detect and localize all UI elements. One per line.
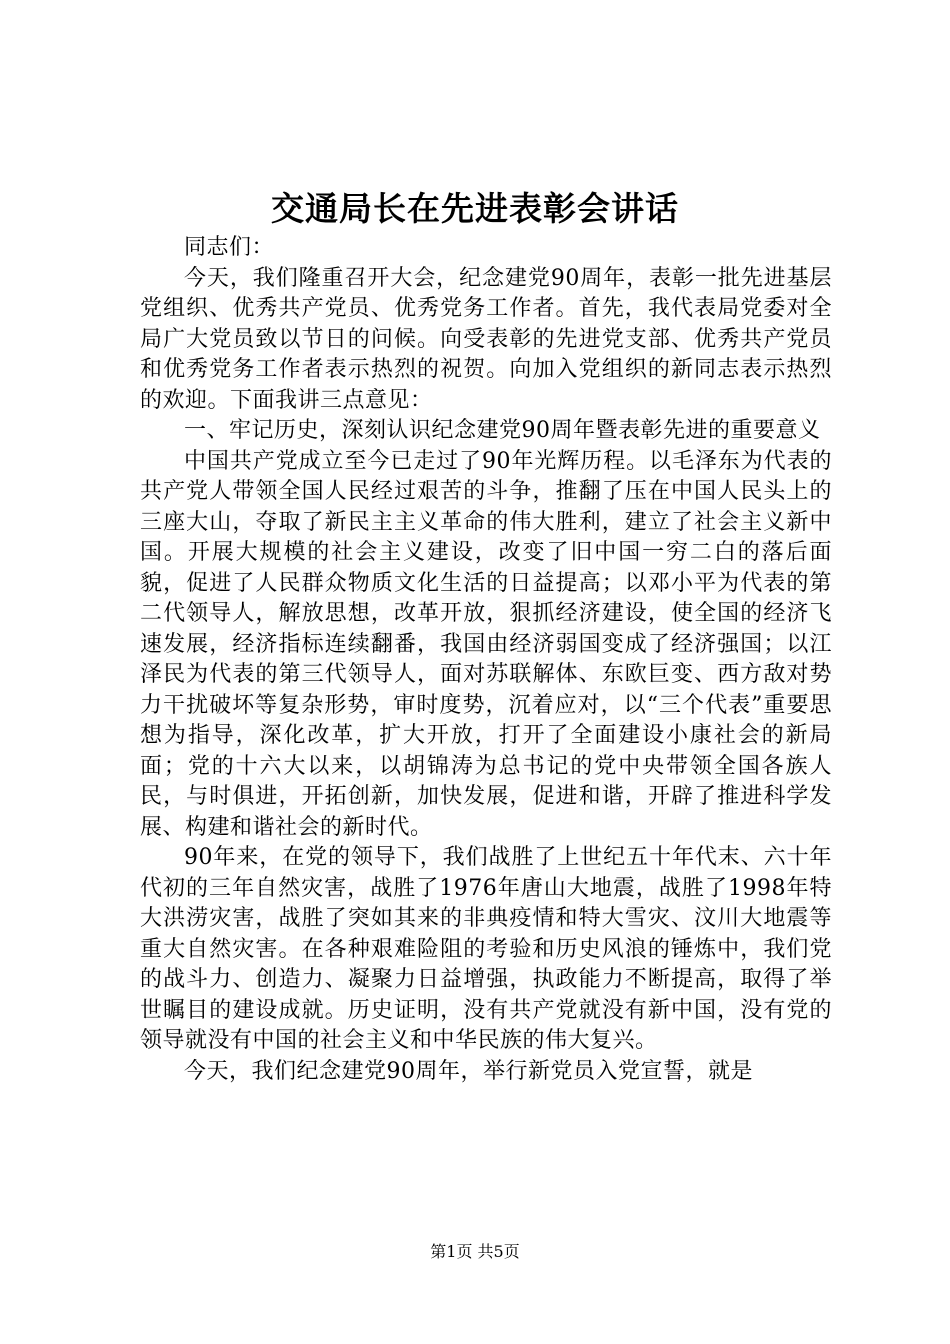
achievements-paragraph: 90年来，在党的领导下，我们战胜了上世纪五十年代末、六十年代初的三年自然灾害，战胜了1976年唐山大地震，战胜了1998年特大洪涝灾害，战胜了突如其来的非典疫情和特大雪灾、汶川大地震等重大自然灾害。在各种艰难险阻的考验和历史风浪的锤炼中，我们党的战斗力、创造力、凝聚力日益增强，执政能力不断提高，取得了举世瞩目的建设成就。历史证明，没有共产党就没有新中国，没有党的领导就没有中国的社会主义和中华民族的伟大复兴。 bbox=[140, 845, 832, 1053]
page-footer: 第1页 共5页 bbox=[430, 1242, 520, 1261]
section-heading-1: 一、牢记历史，深刻认识纪念建党90周年暨表彰先进的重要意义 bbox=[184, 418, 821, 443]
document-body bbox=[140, 233, 832, 1087]
document-title: 交通局长在先进表彰会讲话 bbox=[271, 189, 679, 228]
intro-paragraph: 今天，我们隆重召开大会，纪念建党90周年，表彰一批先进基层党组织、优秀共产党员、优秀党务工作者。首先，我代表局党委对全局广大党员致以节日的问候。向受表彰的先进党支部、优秀共产党员和优秀党务工作者表示热烈的祝贺。向加入党组织的新同志表示热烈的欢迎。下面我讲三点意见： bbox=[140, 265, 832, 413]
history-paragraph: 中国共产党成立至今已走过了90年光辉历程。以毛泽东为代表的共产党人带领全国人民经过艰苦的斗争，推翻了压在中国人民头上的三座大山，夺取了新民主主义革命的伟大胜利，建立了社会主义新中国。开展大规模的社会主义建设，改变了旧中国一穷二白的落后面貌，促进了人民群众物质文化生活的日益提高；以邓小平为代表的第二代领导人，解放思想，改革开放，狠抓经济建设，使全国的经济飞速发展，经济指标连续翻番，我国由经济弱国变成了经济强国；以江泽民为代表的第三代领导人，面对苏联解体、东欧巨变、西方敌对势力干扰破坏等复杂形势，审时度势，沉着应对，以“三个代表”重要思想为指导，深化改革，扩大开放，打开了全面建设小康社会的新局面；党的十六大以来，以胡锦涛为总书记的党中央带领全国各族人民，与时俱进，开拓创新，加快发展，促进和谐，开辟了推进科学发展、构建和谐社会的新时代。 bbox=[140, 448, 832, 840]
closing-paragraph: 今天，我们纪念建党90周年，举行新党员入党宣誓，就是 bbox=[184, 1058, 753, 1084]
salutation-paragraph: 同志们： bbox=[184, 235, 275, 260]
